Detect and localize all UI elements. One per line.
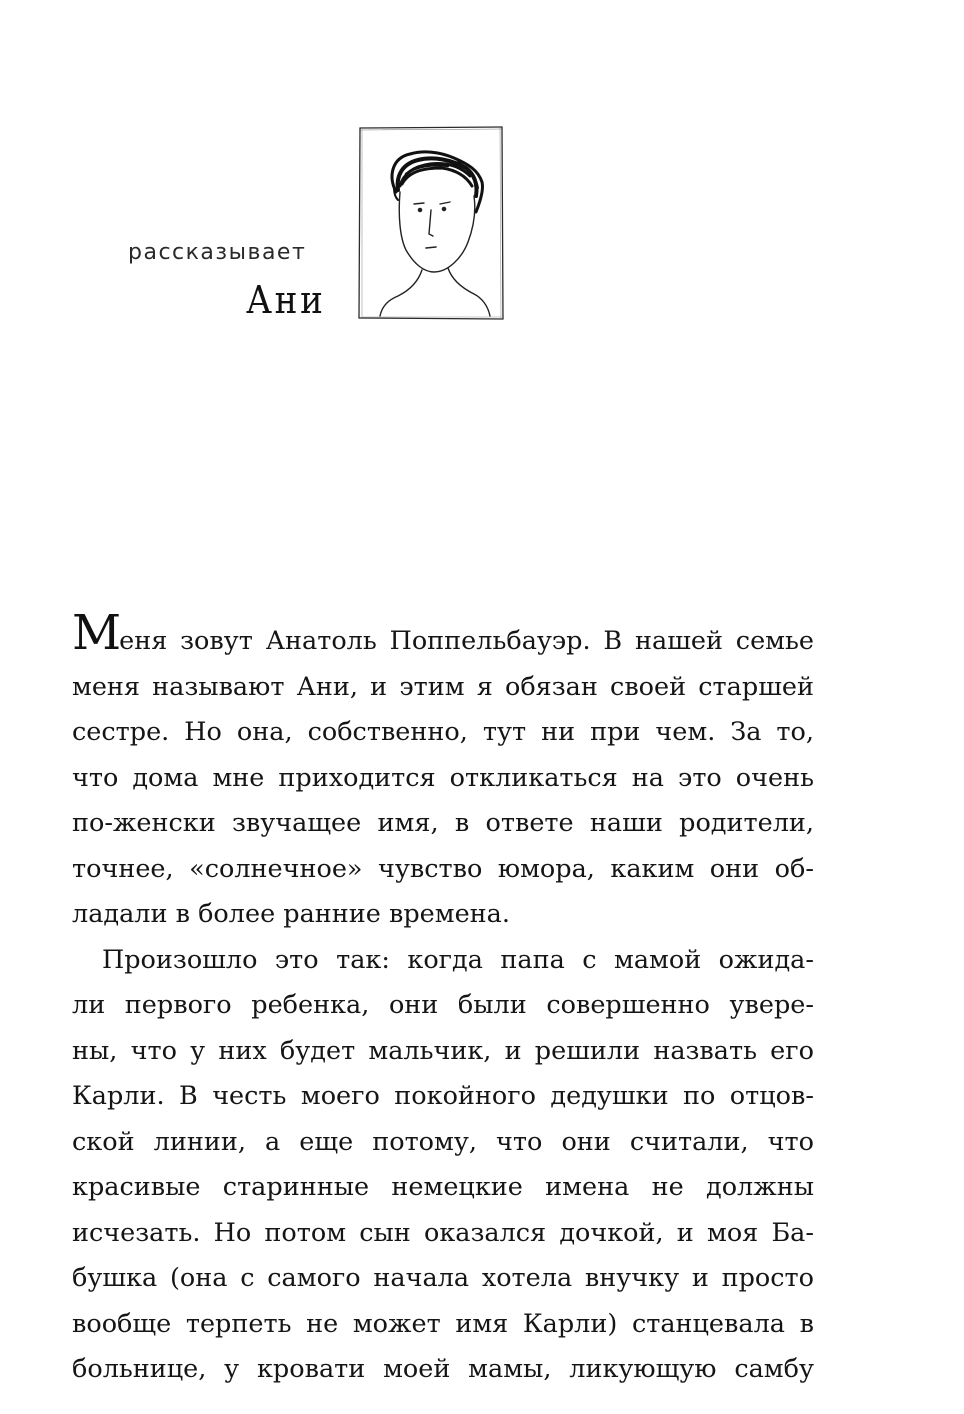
text-line: красивые старинные немецкие имена не должны bbox=[72, 1172, 814, 1202]
text-line: по-женски звучащее имя, в ответе наши родители, bbox=[72, 808, 814, 838]
narrator-name: Ани bbox=[246, 278, 326, 322]
text-line: ской линии, а еще потому, что они считали, что bbox=[72, 1126, 814, 1157]
text-line: бушка (она с самого начала хотела внучку и просто bbox=[72, 1263, 814, 1293]
text-line: что дома мне приходится откликаться на это очень bbox=[72, 762, 814, 793]
text-line: Произошло это так: когда папа с мамой ожида- bbox=[102, 944, 814, 975]
first-line-text: еня зовут Анатоль Поппельбауэр. В нашей семье bbox=[119, 626, 814, 656]
boy-portrait-sketch-icon bbox=[358, 126, 504, 321]
drop-cap: М bbox=[72, 605, 120, 661]
text-line: Карли. В честь моего покойного дедушки по отцов- bbox=[72, 1081, 814, 1111]
text-line: исчезать. Но потом сын оказался дочкой, и моя Ба- bbox=[72, 1217, 814, 1248]
chapter-subtitle: рассказывает bbox=[128, 240, 307, 265]
text-line: сестре. Но она, собственно, тут ни при чем. За то, bbox=[72, 717, 814, 747]
text-line: меня называют Ани, и этим я обязан своей старшей bbox=[72, 671, 814, 702]
text-line: ли первого ребенка, они были совершенно увере- bbox=[72, 990, 814, 1020]
text-line: больнице, у кровати моей мамы, ликующую самбу bbox=[72, 1354, 814, 1384]
text-line: точнее, «солнечное» чувство юмора, каким они об- bbox=[72, 853, 814, 884]
text-line: ны, что у них будет мальчик, и решили назвать его bbox=[72, 1035, 814, 1066]
text-line: вообще терпеть не может имя Карли) станцевала в bbox=[72, 1308, 814, 1339]
text-line bbox=[72, 605, 814, 665]
story-text bbox=[72, 605, 814, 1393]
text-line: ладали в более ранние времена. bbox=[72, 899, 510, 929]
